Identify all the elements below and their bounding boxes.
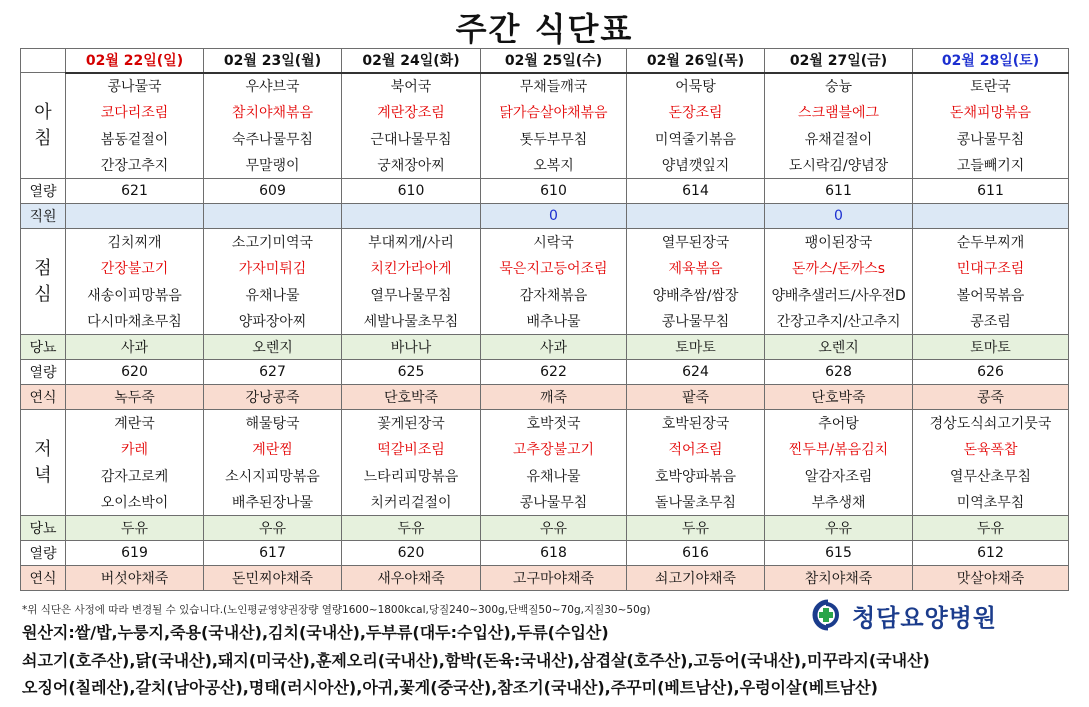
menu-cell: 해물탕국: [204, 410, 342, 437]
menu-cell: 콩나물국: [66, 73, 204, 100]
origin-line-2: 쇠고기(호주산),닭(국내산),돼지(미국산),훈제오리(국내산),함박(돈육:국내산),삼겹살(호주산),고등어(국내산),미꾸라지(국내산): [22, 651, 930, 670]
menu-cell: 배추된장나물: [204, 489, 342, 516]
day-header-tue: 02월 24일(화): [342, 49, 481, 73]
menu-cell: 새송이피망볶음: [66, 282, 204, 309]
kcal-cell: 610: [481, 179, 627, 204]
menu-cell-main: 가자미튀김: [204, 255, 342, 282]
menu-cell: 무말랭이: [204, 152, 342, 179]
dinner-soft-row: [21, 566, 1069, 591]
day-header-sun: 02월 22일(일): [66, 49, 204, 73]
menu-cell: 양념깻잎지: [627, 152, 765, 179]
breakfast-kcal-row: [21, 179, 1069, 204]
diabetic-cell: 두유: [66, 516, 204, 541]
diabetic-label: 당뇨: [21, 516, 66, 541]
kcal-cell: 611: [765, 179, 913, 204]
menu-cell: 양배추쌈/쌈장: [627, 282, 765, 309]
kcal-cell: 610: [342, 179, 481, 204]
menu-cell: 콩조림: [913, 308, 1069, 335]
staff-cell: [342, 204, 481, 229]
menu-cell-main: 떡갈비조림: [342, 436, 481, 463]
menu-cell: 콩나물무침: [627, 308, 765, 335]
menu-cell: 미역초무침: [913, 489, 1069, 516]
menu-cell: 호박양파볶음: [627, 463, 765, 490]
lunch-label: 점 심: [21, 229, 66, 335]
menu-cell: 간장고추지: [66, 152, 204, 179]
menu-cell: 유채나물: [481, 463, 627, 490]
menu-cell: 어묵탕: [627, 73, 765, 100]
kcal-cell: 618: [481, 541, 627, 566]
menu-cell-main: 치킨가라아게: [342, 255, 481, 282]
soft-diet-label: 연식: [21, 385, 66, 410]
menu-cell-main: 계란찜: [204, 436, 342, 463]
dinner-row-4: [21, 489, 1069, 516]
soft-diet-cell: 고구마야채죽: [481, 566, 627, 591]
menu-cell: 감자고로케: [66, 463, 204, 490]
menu-cell: 치커리겉절이: [342, 489, 481, 516]
menu-cell: 볼어묵볶음: [913, 282, 1069, 309]
day-header-sat: 02월 28일(토): [913, 49, 1069, 73]
hospital-logo-icon: [806, 598, 846, 632]
kcal-cell: 622: [481, 360, 627, 385]
menu-cell-main: 간장불고기: [66, 255, 204, 282]
kcal-cell: 627: [204, 360, 342, 385]
menu-cell-main: 계란장조림: [342, 99, 481, 126]
menu-cell: 열무산초무침: [913, 463, 1069, 490]
menu-cell: 알감자조림: [765, 463, 913, 490]
menu-cell: 톳두부무침: [481, 126, 627, 153]
staff-cell: [913, 204, 1069, 229]
diabetic-cell: 두유: [342, 516, 481, 541]
breakfast-row-3: [21, 126, 1069, 153]
menu-cell: 소고기미역국: [204, 229, 342, 256]
menu-cell: 열무나물무침: [342, 282, 481, 309]
kcal-cell: 619: [66, 541, 204, 566]
kcal-cell: 626: [913, 360, 1069, 385]
breakfast-row-4: [21, 152, 1069, 179]
menu-cell: 숙주나물무침: [204, 126, 342, 153]
menu-cell-main: 고추장불고기: [481, 436, 627, 463]
breakfast-row-2: [21, 99, 1069, 126]
day-header-mon: 02월 23일(월): [204, 49, 342, 73]
dinner-kcal-row: [21, 541, 1069, 566]
menu-cell: 호박젓국: [481, 410, 627, 437]
menu-cell-main: 돈채피망볶음: [913, 99, 1069, 126]
menu-cell: 근대나물무침: [342, 126, 481, 153]
menu-cell: 순두부찌개: [913, 229, 1069, 256]
dinner-label: 저 녁: [21, 410, 66, 516]
menu-cell: 돌나물초무침: [627, 489, 765, 516]
menu-cell: 봄동겉절이: [66, 126, 204, 153]
menu-cell: 우샤브국: [204, 73, 342, 100]
breakfast-row-1: [21, 73, 1069, 100]
diabetic-cell: 두유: [913, 516, 1069, 541]
lunch-row-2: [21, 255, 1069, 282]
menu-cell-main: 돈육폭찹: [913, 436, 1069, 463]
menu-cell: 소시지피망볶음: [204, 463, 342, 490]
lunch-row-3: [21, 282, 1069, 309]
soft-diet-cell: 단호박죽: [342, 385, 481, 410]
soft-diet-cell: 단호박죽: [765, 385, 913, 410]
menu-cell: 추어탕: [765, 410, 913, 437]
menu-cell: 호박된장국: [627, 410, 765, 437]
lunch-row-4: [21, 308, 1069, 335]
menu-cell-main: 카레: [66, 436, 204, 463]
day-header-wed: 02월 25일(수): [481, 49, 627, 73]
origin-line-1: 원산지:쌀/밥,누룽지,죽용(국내산),김치(국내산),두부류(대두:수입산),두류(수입산): [22, 623, 609, 642]
menu-cell-main: 코다리조림: [66, 99, 204, 126]
menu-cell: 세발나물초무침: [342, 308, 481, 335]
kcal-cell: 611: [913, 179, 1069, 204]
soft-diet-cell: 새우야채죽: [342, 566, 481, 591]
menu-cell-main: 닭가슴살야채볶음: [481, 99, 627, 126]
menu-cell: 궁채장아찌: [342, 152, 481, 179]
staff-cell: 0: [765, 204, 913, 229]
menu-cell-main: 돈장조림: [627, 99, 765, 126]
dinner-row-3: [21, 463, 1069, 490]
menu-cell: 유채겉절이: [765, 126, 913, 153]
menu-cell: 다시마채초무침: [66, 308, 204, 335]
soft-diet-cell: 버섯야채죽: [66, 566, 204, 591]
menu-cell: 느타리피망볶음: [342, 463, 481, 490]
lunch-soft-row: [21, 385, 1069, 410]
menu-cell: 팽이된장국: [765, 229, 913, 256]
menu-cell: 고들빼기지: [913, 152, 1069, 179]
menu-cell: 북어국: [342, 73, 481, 100]
origin-line-3: 오징어(칠레산),갈치(남아공산),명태(러시아산),아귀,꽃게(중국산),참조기(국내산),주꾸미(베트남산),우렁이살(베트남산): [22, 678, 878, 697]
kcal-cell: 609: [204, 179, 342, 204]
menu-cell-main: 묵은지고등어조림: [481, 255, 627, 282]
kcal-cell: 614: [627, 179, 765, 204]
menu-cell: 부대찌개/사리: [342, 229, 481, 256]
lunch-diabetic-row: [21, 335, 1069, 360]
diabetic-cell: 우유: [765, 516, 913, 541]
menu-cell: 유채나물: [204, 282, 342, 309]
menu-cell: 도시락김/양념장: [765, 152, 913, 179]
day-header-thu: 02월 26일(목): [627, 49, 765, 73]
lunch-kcal-row: [21, 360, 1069, 385]
menu-cell: 콩나물무침: [481, 489, 627, 516]
soft-diet-cell: 쇠고기야채죽: [627, 566, 765, 591]
menu-cell: 오복지: [481, 152, 627, 179]
menu-cell-main: 제육볶음: [627, 255, 765, 282]
diabetic-cell: 두유: [627, 516, 765, 541]
diabetic-cell: 사과: [481, 335, 627, 360]
staff-label: 직원: [21, 204, 66, 229]
diabetic-cell: 사과: [66, 335, 204, 360]
hospital-name: 청담요양병원: [852, 603, 998, 632]
diabetic-cell: 토마토: [913, 335, 1069, 360]
soft-diet-cell: 팥죽: [627, 385, 765, 410]
soft-diet-cell: 돈민찌야채죽: [204, 566, 342, 591]
menu-cell-main: 스크램블에그: [765, 99, 913, 126]
menu-cell: 숭늉: [765, 73, 913, 100]
breakfast-label: 아 침: [21, 73, 66, 179]
staff-cell: [204, 204, 342, 229]
menu-cell: 양파장아찌: [204, 308, 342, 335]
soft-diet-label: 연식: [21, 566, 66, 591]
menu-cell: 콩나물무침: [913, 126, 1069, 153]
menu-cell-main: 민대구조림: [913, 255, 1069, 282]
diabetic-cell: 오렌지: [204, 335, 342, 360]
menu-cell: 부추생채: [765, 489, 913, 516]
menu-cell-main: 적어조림: [627, 436, 765, 463]
hospital-logo: [806, 598, 997, 632]
kcal-cell: 620: [342, 541, 481, 566]
diabetic-cell: 우유: [481, 516, 627, 541]
diabetic-cell: 바나나: [342, 335, 481, 360]
soft-diet-cell: 녹두죽: [66, 385, 204, 410]
menu-cell-main: 돈까스/돈까스s: [765, 255, 913, 282]
staff-cell: [66, 204, 204, 229]
page-title: 주간 식단표: [455, 10, 634, 48]
kcal-cell: 624: [627, 360, 765, 385]
kcal-cell: 620: [66, 360, 204, 385]
day-header-row: [21, 49, 1069, 73]
menu-cell: 계란국: [66, 410, 204, 437]
day-header-fri: 02월 27일(금): [765, 49, 913, 73]
kcal-cell: 625: [342, 360, 481, 385]
soft-diet-cell: 맛살야채죽: [913, 566, 1069, 591]
kcal-cell: 621: [66, 179, 204, 204]
menu-cell: 경상도식쇠고기뭇국: [913, 410, 1069, 437]
menu-cell: 열무된장국: [627, 229, 765, 256]
soft-diet-cell: 참치야채죽: [765, 566, 913, 591]
menu-note: *위 식단은 사정에 따라 변경될 수 있습니다.(노인평균영양권장량 열량1600~1800kcal,당질240~300g,단백질50~70g,지질30~50g): [22, 604, 651, 616]
kcal-label: 열량: [21, 360, 66, 385]
dinner-row-2: [21, 436, 1069, 463]
kcal-cell: 615: [765, 541, 913, 566]
dinner-row-1: [21, 410, 1069, 437]
menu-cell-main: 참치야채볶음: [204, 99, 342, 126]
kcal-cell: 612: [913, 541, 1069, 566]
menu-cell: 김치찌개: [66, 229, 204, 256]
menu-cell: 미역줄기볶음: [627, 126, 765, 153]
menu-cell: 무채들깨국: [481, 73, 627, 100]
dinner-diabetic-row: [21, 516, 1069, 541]
soft-diet-cell: 강낭콩죽: [204, 385, 342, 410]
diabetic-cell: 우유: [204, 516, 342, 541]
menu-cell: 양배추샐러드/사우전D: [765, 282, 913, 309]
diabetic-cell: 오렌지: [765, 335, 913, 360]
soft-diet-cell: 깨죽: [481, 385, 627, 410]
staff-cell: [627, 204, 765, 229]
staff-row: [21, 204, 1069, 229]
menu-cell: 오이소박이: [66, 489, 204, 516]
menu-cell-main: 찐두부/볶음김치: [765, 436, 913, 463]
weekly-menu-table: [20, 48, 1069, 591]
soft-diet-cell: 콩죽: [913, 385, 1069, 410]
kcal-label: 열량: [21, 541, 66, 566]
header-corner: [21, 49, 66, 73]
diabetic-cell: 토마토: [627, 335, 765, 360]
lunch-row-1: [21, 229, 1069, 256]
menu-cell: 감자채볶음: [481, 282, 627, 309]
diabetic-label: 당뇨: [21, 335, 66, 360]
kcal-cell: 628: [765, 360, 913, 385]
menu-cell: 토란국: [913, 73, 1069, 100]
menu-cell: 간장고추지/산고추지: [765, 308, 913, 335]
kcal-cell: 616: [627, 541, 765, 566]
menu-cell: 꽃게된장국: [342, 410, 481, 437]
kcal-label: 열량: [21, 179, 66, 204]
menu-cell: 시락국: [481, 229, 627, 256]
kcal-cell: 617: [204, 541, 342, 566]
menu-cell: 배추나물: [481, 308, 627, 335]
staff-cell: 0: [481, 204, 627, 229]
